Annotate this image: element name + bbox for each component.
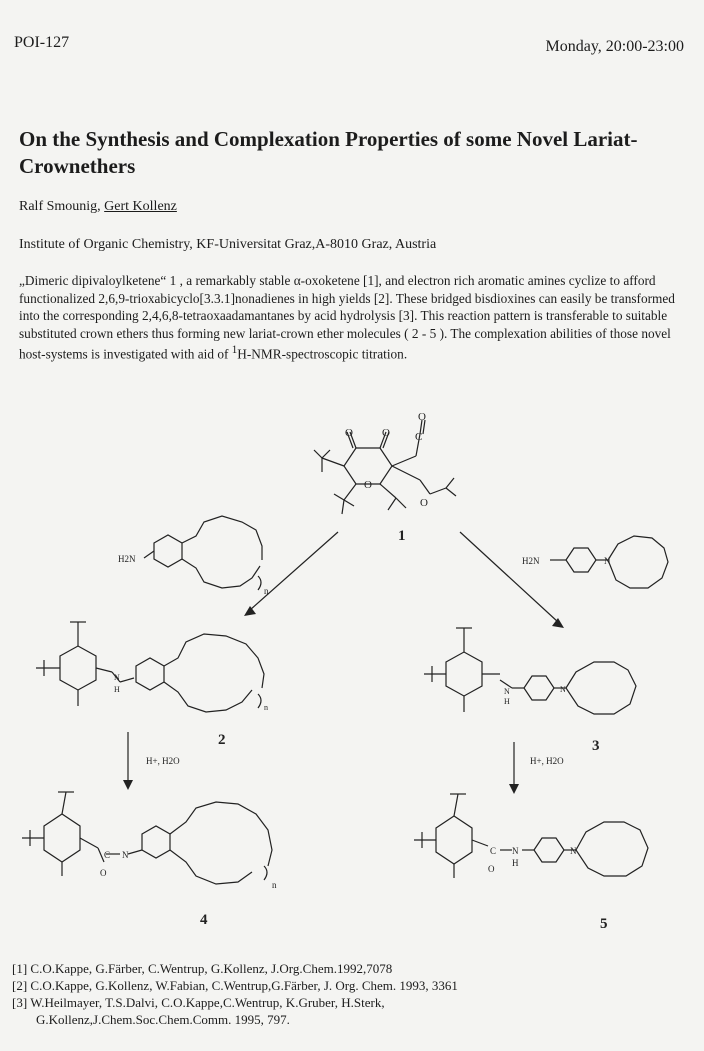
compound-label-1: 1 xyxy=(398,528,406,544)
left-reagent-n: n xyxy=(264,586,269,596)
aminobenzo-crown-reagent xyxy=(144,516,262,590)
c1-oxygen-5: O xyxy=(420,497,428,509)
c1-oxygen-3: O xyxy=(418,411,426,423)
compound-5-structure xyxy=(414,794,648,878)
reference-2 xyxy=(12,977,692,994)
reference-list xyxy=(12,960,692,1028)
session-time: Monday, 20:00-23:00 xyxy=(545,38,684,55)
reference-2-text: C.O.Kappe, G.Kollenz, W.Fabian, C.Wentrup,G.Färber, J. Org. Chem. 1993, 3361 xyxy=(30,978,458,993)
right-amine-label: H2N xyxy=(522,556,540,566)
abstract-superscript: 1 xyxy=(231,344,238,357)
c3-amide-n: N xyxy=(504,687,510,696)
author-2: Gert Kollenz xyxy=(104,199,177,214)
c3-ring-nitrogen: N xyxy=(560,685,566,694)
arrow-to-3 xyxy=(460,532,564,628)
reference-1-text: C.O.Kappe, G.Färber, C.Wentrup, G.Kollenz, J.Org.Chem.1992,7078 xyxy=(30,961,393,976)
reference-3-continued xyxy=(12,1011,692,1028)
c1-oxygen-2: O xyxy=(382,427,390,439)
c2-amide-n: N xyxy=(114,673,120,682)
reference-3-number: [3] xyxy=(12,995,28,1010)
c2-amide-h: H xyxy=(114,685,120,694)
reference-1 xyxy=(12,960,692,977)
poster-code: POI-127 xyxy=(14,34,70,51)
paper-title: On the Synthesis and Complexation Properties of some Novel Lariat-Crownethers xyxy=(19,127,638,178)
reference-3-continued-text: G.Kollenz,J.Chem.Soc.Chem.Comm. 1995, 797. xyxy=(36,1012,290,1027)
compound-label-2: 2 xyxy=(218,732,226,748)
abstract xyxy=(19,272,689,363)
c4-amide-n: N xyxy=(122,850,129,860)
arrow-to-2 xyxy=(244,532,338,616)
right-reagent-nitrogen: N xyxy=(604,556,611,566)
c1-oxygen-1: O xyxy=(345,427,353,439)
c4-amide-o: O xyxy=(100,868,107,878)
c5-amide-o: O xyxy=(488,864,495,874)
compound-4-structure xyxy=(22,792,272,884)
compound-label-4: 4 xyxy=(200,912,208,928)
left-amine-label: H2N xyxy=(118,554,136,564)
c4-amide-c: C xyxy=(104,850,111,860)
reference-3-text: W.Heilmayer, T.S.Dalvi, C.O.Kappe,C.Wentrup, K.Gruber, H.Sterk, xyxy=(30,995,385,1010)
c5-ring-nitrogen: N xyxy=(570,846,577,856)
hydrolysis-arrow-left xyxy=(123,732,133,790)
c1-oxygen-4: O xyxy=(364,479,372,491)
c5-amide-c: C xyxy=(490,846,497,856)
reaction-scheme xyxy=(0,410,704,950)
abstract-text-2: H-NMR-spectroscopic titration. xyxy=(237,346,408,362)
abstract-text-1: „Dimeric dipivaloylketene“ 1 , a remarkably stable α-oxoketene [1], and electron rich aromatic amines cyclize to afford functionalized 2,6,9-trioxabicyclo[3.3.1]nonadienes in high yields [2]. These bridged bisdioxines can easily be transformed into the corresponding 2,4,6,8-tetraoxaadamantanes by acid hydrolysis [3]. This reaction pattern is transferable to suitable substituted crown ethers thus forming new lariat-crown ether molecules ( 2 - 5 ). The complexation abilities of those novel host-systems is investigated with aid of xyxy=(19,273,675,362)
c2-n: n xyxy=(264,703,268,712)
hydrolysis-reagent-left: H+, H2O xyxy=(146,756,180,766)
reference-3 xyxy=(12,994,692,1011)
reference-1-number: [1] xyxy=(12,961,28,976)
compound-label-5: 5 xyxy=(600,916,608,932)
c1-carbon: C xyxy=(415,431,423,443)
compound-label-3: 3 xyxy=(592,738,600,754)
reference-2-number: [2] xyxy=(12,978,28,993)
compound-2-structure xyxy=(36,622,264,712)
compound-3-structure xyxy=(424,628,636,714)
author-list xyxy=(19,199,177,215)
hydrolysis-arrow-right xyxy=(509,742,519,794)
author-1: Ralf Smounig, xyxy=(19,199,101,214)
c5-amide-h: H xyxy=(512,858,519,868)
c4-n: n xyxy=(272,880,277,890)
hydrolysis-reagent-right: H+, H2O xyxy=(530,756,564,766)
c5-amide-n: N xyxy=(512,846,519,856)
c3-amide-h: H xyxy=(504,697,510,706)
affiliation: Institute of Organic Chemistry, KF-Universitat Graz,A-8010 Graz, Austria xyxy=(19,237,437,252)
